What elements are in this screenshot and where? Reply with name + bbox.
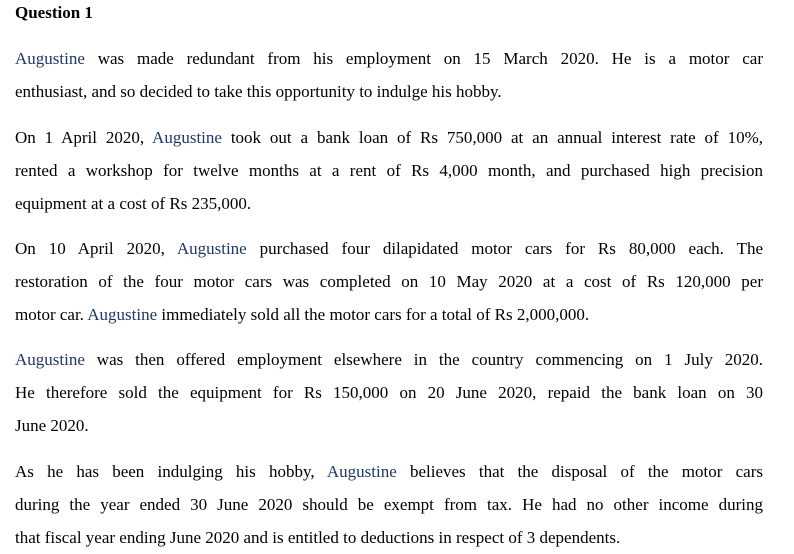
paragraph-2 [15, 121, 763, 220]
line-text: was made redundant from his employment on 15 March 2020. He is a motor car [84, 49, 763, 68]
paragraph-line [15, 75, 763, 108]
line-text: On 10 April 2020, [15, 239, 177, 258]
line-text: rented a workshop for twelve months at a rent of Rs 4,000 month, and purchased high precision [15, 161, 763, 180]
line-text: during the year ended 30 June 2020 should be exempt from tax. He had no other income during [15, 495, 763, 514]
line-text: took out a bank loan of Rs 750,000 at an annual interest rate of 10%, [221, 128, 763, 147]
line-text: purchased four dilapidated motor cars for Rs 80,000 each. The [246, 239, 763, 258]
line-text: immediately sold all the motor cars for a total of Rs 2,000,000. [157, 305, 590, 324]
line-text: restoration of the four motor cars was completed on 10 May 2020 at a cost of Rs 120,000 per [15, 272, 763, 291]
line-text: As he has been indulging his hobby, [15, 462, 327, 481]
paragraph-line [15, 42, 763, 75]
line-text: equipment at a cost of Rs 235,000. [15, 194, 252, 213]
person-name: Augustine [15, 49, 85, 68]
paragraph-line [15, 232, 763, 265]
paragraph-5 [15, 455, 763, 554]
line-text: motor car. [15, 305, 88, 324]
line-text: enthusiast, and so decided to take this opportunity to indulge his hobby. [15, 82, 502, 101]
paragraph-4 [15, 343, 763, 442]
paragraph-line [15, 121, 763, 154]
paragraph-line [15, 455, 763, 488]
paragraph-line [15, 488, 763, 521]
person-name: Augustine [152, 128, 222, 147]
line-text: that fiscal year ending June 2020 and is entitled to deductions in respect of 3 dependents. [15, 528, 621, 547]
paragraph-line [15, 265, 763, 298]
paragraph-line [15, 409, 763, 442]
line-text: He therefore sold the equipment for Rs 150,000 on 20 June 2020, repaid the bank loan on 30 [15, 383, 763, 402]
line-text: was then offered employment elsewhere in the country commencing on 1 July 2020. [84, 350, 763, 369]
paragraph-line [15, 187, 763, 220]
paragraph-line [15, 521, 763, 554]
person-name: Augustine [15, 350, 85, 369]
line-text: believes that the disposal of the motor cars [396, 462, 763, 481]
paragraph-3 [15, 232, 763, 331]
paragraph-line [15, 376, 763, 409]
question-heading: Question 1 [15, 3, 93, 22]
person-name: Augustine [176, 239, 247, 258]
person-name: Augustine [87, 305, 158, 324]
line-text: On 1 April 2020, [15, 128, 153, 147]
paragraph-line [15, 343, 763, 376]
paragraph-1 [15, 42, 763, 108]
paragraph-line [15, 154, 763, 187]
person-name: Augustine [326, 462, 397, 481]
line-text: June 2020. [15, 416, 89, 435]
paragraph-line [15, 298, 763, 331]
